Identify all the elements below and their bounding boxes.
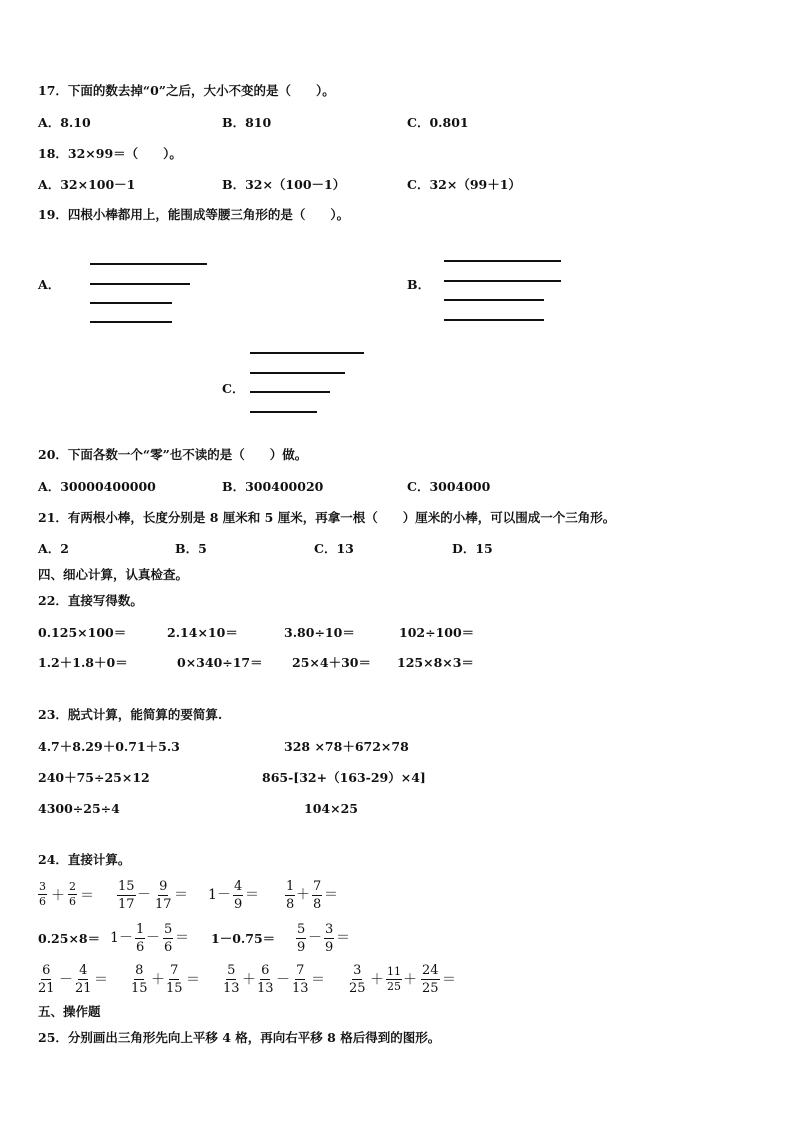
q25-stem: 25．分别画出三角形先向上平移 4 格，再向右平移 8 格后得到的图形。 xyxy=(38,1030,441,1045)
q23-item-3: 240＋75÷25×12 xyxy=(38,770,150,785)
q20-option-b: B．300400020 xyxy=(222,479,324,494)
q24-r3e4-frac3: $\frac{24}{25}$ xyxy=(422,963,439,996)
q23-stem: 23．脱式计算，能简算的要简算. xyxy=(38,707,223,722)
q23-item-6: 104×25 xyxy=(304,801,358,816)
plus-sign: ＋ xyxy=(51,888,65,904)
q24-r2e4-frac1: $\frac{5}{9}$ xyxy=(297,922,306,955)
q23-item-1: 4.7＋8.29＋0.71＋5.3 xyxy=(38,739,180,754)
q18-option-b: B．32×（100－1） xyxy=(222,177,346,192)
plus-sign: ＋ xyxy=(296,887,310,903)
q24-stem: 24．直接计算。 xyxy=(38,852,131,867)
q21-option-a: A．2 xyxy=(38,541,69,556)
plus-sign: ＋ xyxy=(242,972,256,988)
minus-sign: － xyxy=(119,930,133,946)
q20-option-c: C．3004000 xyxy=(407,479,491,494)
q24-r2e2-frac2: $\frac{5}{6}$ xyxy=(164,922,173,955)
q24-r3e2-frac2: $\frac{7}{15}$ xyxy=(166,963,183,996)
equals-sign: ＝ xyxy=(442,972,456,988)
q24-r2e1: 0.25×8＝ xyxy=(38,931,101,946)
q24-r3e1-frac2: $\frac{4}{21}$ xyxy=(75,963,92,996)
q24-r3e3-frac2: $\frac{6}{13}$ xyxy=(257,963,274,996)
q23-item-5: 4300÷25÷4 xyxy=(38,801,120,816)
q19-a-stick-1 xyxy=(90,263,207,265)
equals-sign: ＝ xyxy=(186,972,200,988)
q19-option-a: A． xyxy=(38,277,61,292)
minus-sign: － xyxy=(276,972,290,988)
q24-r1e1-frac1: $\frac{3}{6}$ xyxy=(39,880,46,908)
q19-b-stick-2 xyxy=(444,280,561,282)
equals-sign: ＝ xyxy=(175,930,189,946)
q18-option-c: C．32×（99＋1） xyxy=(407,177,521,192)
q21-option-b: B．5 xyxy=(175,541,207,556)
q21-option-d: D．15 xyxy=(452,541,493,556)
q23-item-2: 328 ×78＋672×78 xyxy=(284,739,409,754)
q19-b-stick-1 xyxy=(444,260,561,262)
q24-r1e3-one: 1 xyxy=(208,887,217,903)
q22-r2-item-4: 125×8×3＝ xyxy=(397,655,474,670)
q24-r3e4-frac1: $\frac{3}{25}$ xyxy=(349,963,366,996)
q24-r3e4-frac2: $\frac{11}{25}$ xyxy=(387,965,401,993)
q19-a-stick-4 xyxy=(90,321,172,323)
q22-r2-item-1: 1.2＋1.8＋0＝ xyxy=(38,655,128,670)
q19-b-stick-4 xyxy=(444,319,544,321)
q20-stem: 20．下面各数一个“零”也不读的是（ ）做。 xyxy=(38,447,308,462)
q17-option-a: A．8.10 xyxy=(38,115,91,130)
q18-stem: 18．32×99＝（ ）。 xyxy=(38,146,182,161)
q24-r2e4-frac2: $\frac{3}{9}$ xyxy=(325,922,334,955)
equals-sign: ＝ xyxy=(324,887,338,903)
q24-r1e2-frac2: $\frac{9}{17}$ xyxy=(155,879,172,912)
q24-r2e2-frac1: $\frac{1}{6}$ xyxy=(136,922,145,955)
q19-c-stick-4 xyxy=(250,411,317,413)
q17-option-b: B．810 xyxy=(222,115,272,130)
equals-sign: ＝ xyxy=(336,930,350,946)
q18-option-a: A．32×100－1 xyxy=(38,177,136,192)
q24-r1e4-frac2: $\frac{7}{8}$ xyxy=(313,879,322,912)
section-4-heading: 四、细心计算，认真检查。 xyxy=(38,567,189,582)
q22-r1-item-1: 0.125×100＝ xyxy=(38,625,127,640)
q24-r3e2-frac1: $\frac{8}{15}$ xyxy=(131,963,148,996)
q19-c-stick-3 xyxy=(250,391,330,393)
q24-r1e3-frac1: $\frac{4}{9}$ xyxy=(234,879,243,912)
q24-r3e1-frac1: $\frac{6}{21}$ xyxy=(38,963,55,996)
section-5-heading: 五、操作题 xyxy=(38,1004,101,1019)
plus-sign: ＋ xyxy=(370,972,384,988)
q24-r2e3: 1－0.75＝ xyxy=(211,931,276,946)
q21-stem: 21．有两根小棒，长度分别是 8 厘米和 5 厘米，再拿一根（ ）厘米的小棒，可以围成一个三角形。 xyxy=(38,510,616,525)
q24-r2e2-one: 1 xyxy=(110,930,119,946)
q19-a-stick-2 xyxy=(90,283,190,285)
q22-r1-item-2: 2.14×10＝ xyxy=(167,625,238,640)
q20-option-a: A．30000400000 xyxy=(38,479,156,494)
q19-b-stick-3 xyxy=(444,299,544,301)
q21-option-c: C．13 xyxy=(314,541,354,556)
q22-r1-item-3: 3.80÷10＝ xyxy=(284,625,355,640)
q24-r1e1-frac2: $\frac{2}{6}$ xyxy=(69,880,76,908)
plus-sign: ＋ xyxy=(151,972,165,988)
q19-option-b: B． xyxy=(407,277,431,292)
q19-c-stick-1 xyxy=(250,352,364,354)
equals-sign: ＝ xyxy=(311,972,325,988)
q22-r1-item-4: 102÷100＝ xyxy=(399,625,475,640)
q19-stem: 19．四根小棒都用上，能围成等腰三角形的是（ ）。 xyxy=(38,207,350,222)
minus-sign: － xyxy=(146,930,160,946)
q22-r2-item-2: 0×340÷17＝ xyxy=(177,655,263,670)
q19-c-stick-2 xyxy=(250,372,345,374)
q24-r1e4-frac1: $\frac{1}{8}$ xyxy=(286,879,295,912)
minus-sign: － xyxy=(217,887,231,903)
minus-sign: － xyxy=(59,972,73,988)
equals-sign: ＝ xyxy=(94,972,108,988)
q17-option-c: C．0.801 xyxy=(407,115,469,130)
q24-r3e3-frac1: $\frac{5}{13}$ xyxy=(223,963,240,996)
equals-sign: ＝ xyxy=(174,887,188,903)
q19-option-c: C． xyxy=(222,381,245,396)
minus-sign: － xyxy=(308,930,322,946)
q19-a-stick-3 xyxy=(90,302,172,304)
q22-stem: 22．直接写得数。 xyxy=(38,593,143,608)
plus-sign: ＋ xyxy=(403,972,417,988)
equals-sign: ＝ xyxy=(245,887,259,903)
q24-r1e2-frac1: $\frac{15}{17}$ xyxy=(118,879,135,912)
q22-r2-item-3: 25×4＋30＝ xyxy=(292,655,371,670)
q17-stem: 17．下面的数去掉“0”之后，大小不变的是（ ）。 xyxy=(38,83,335,98)
minus-sign: － xyxy=(137,887,151,903)
equals-sign: ＝ xyxy=(80,888,94,904)
q23-item-4: 865-[32+（163-29）×4] xyxy=(262,770,426,785)
q24-r3e3-frac3: $\frac{7}{13}$ xyxy=(292,963,309,996)
